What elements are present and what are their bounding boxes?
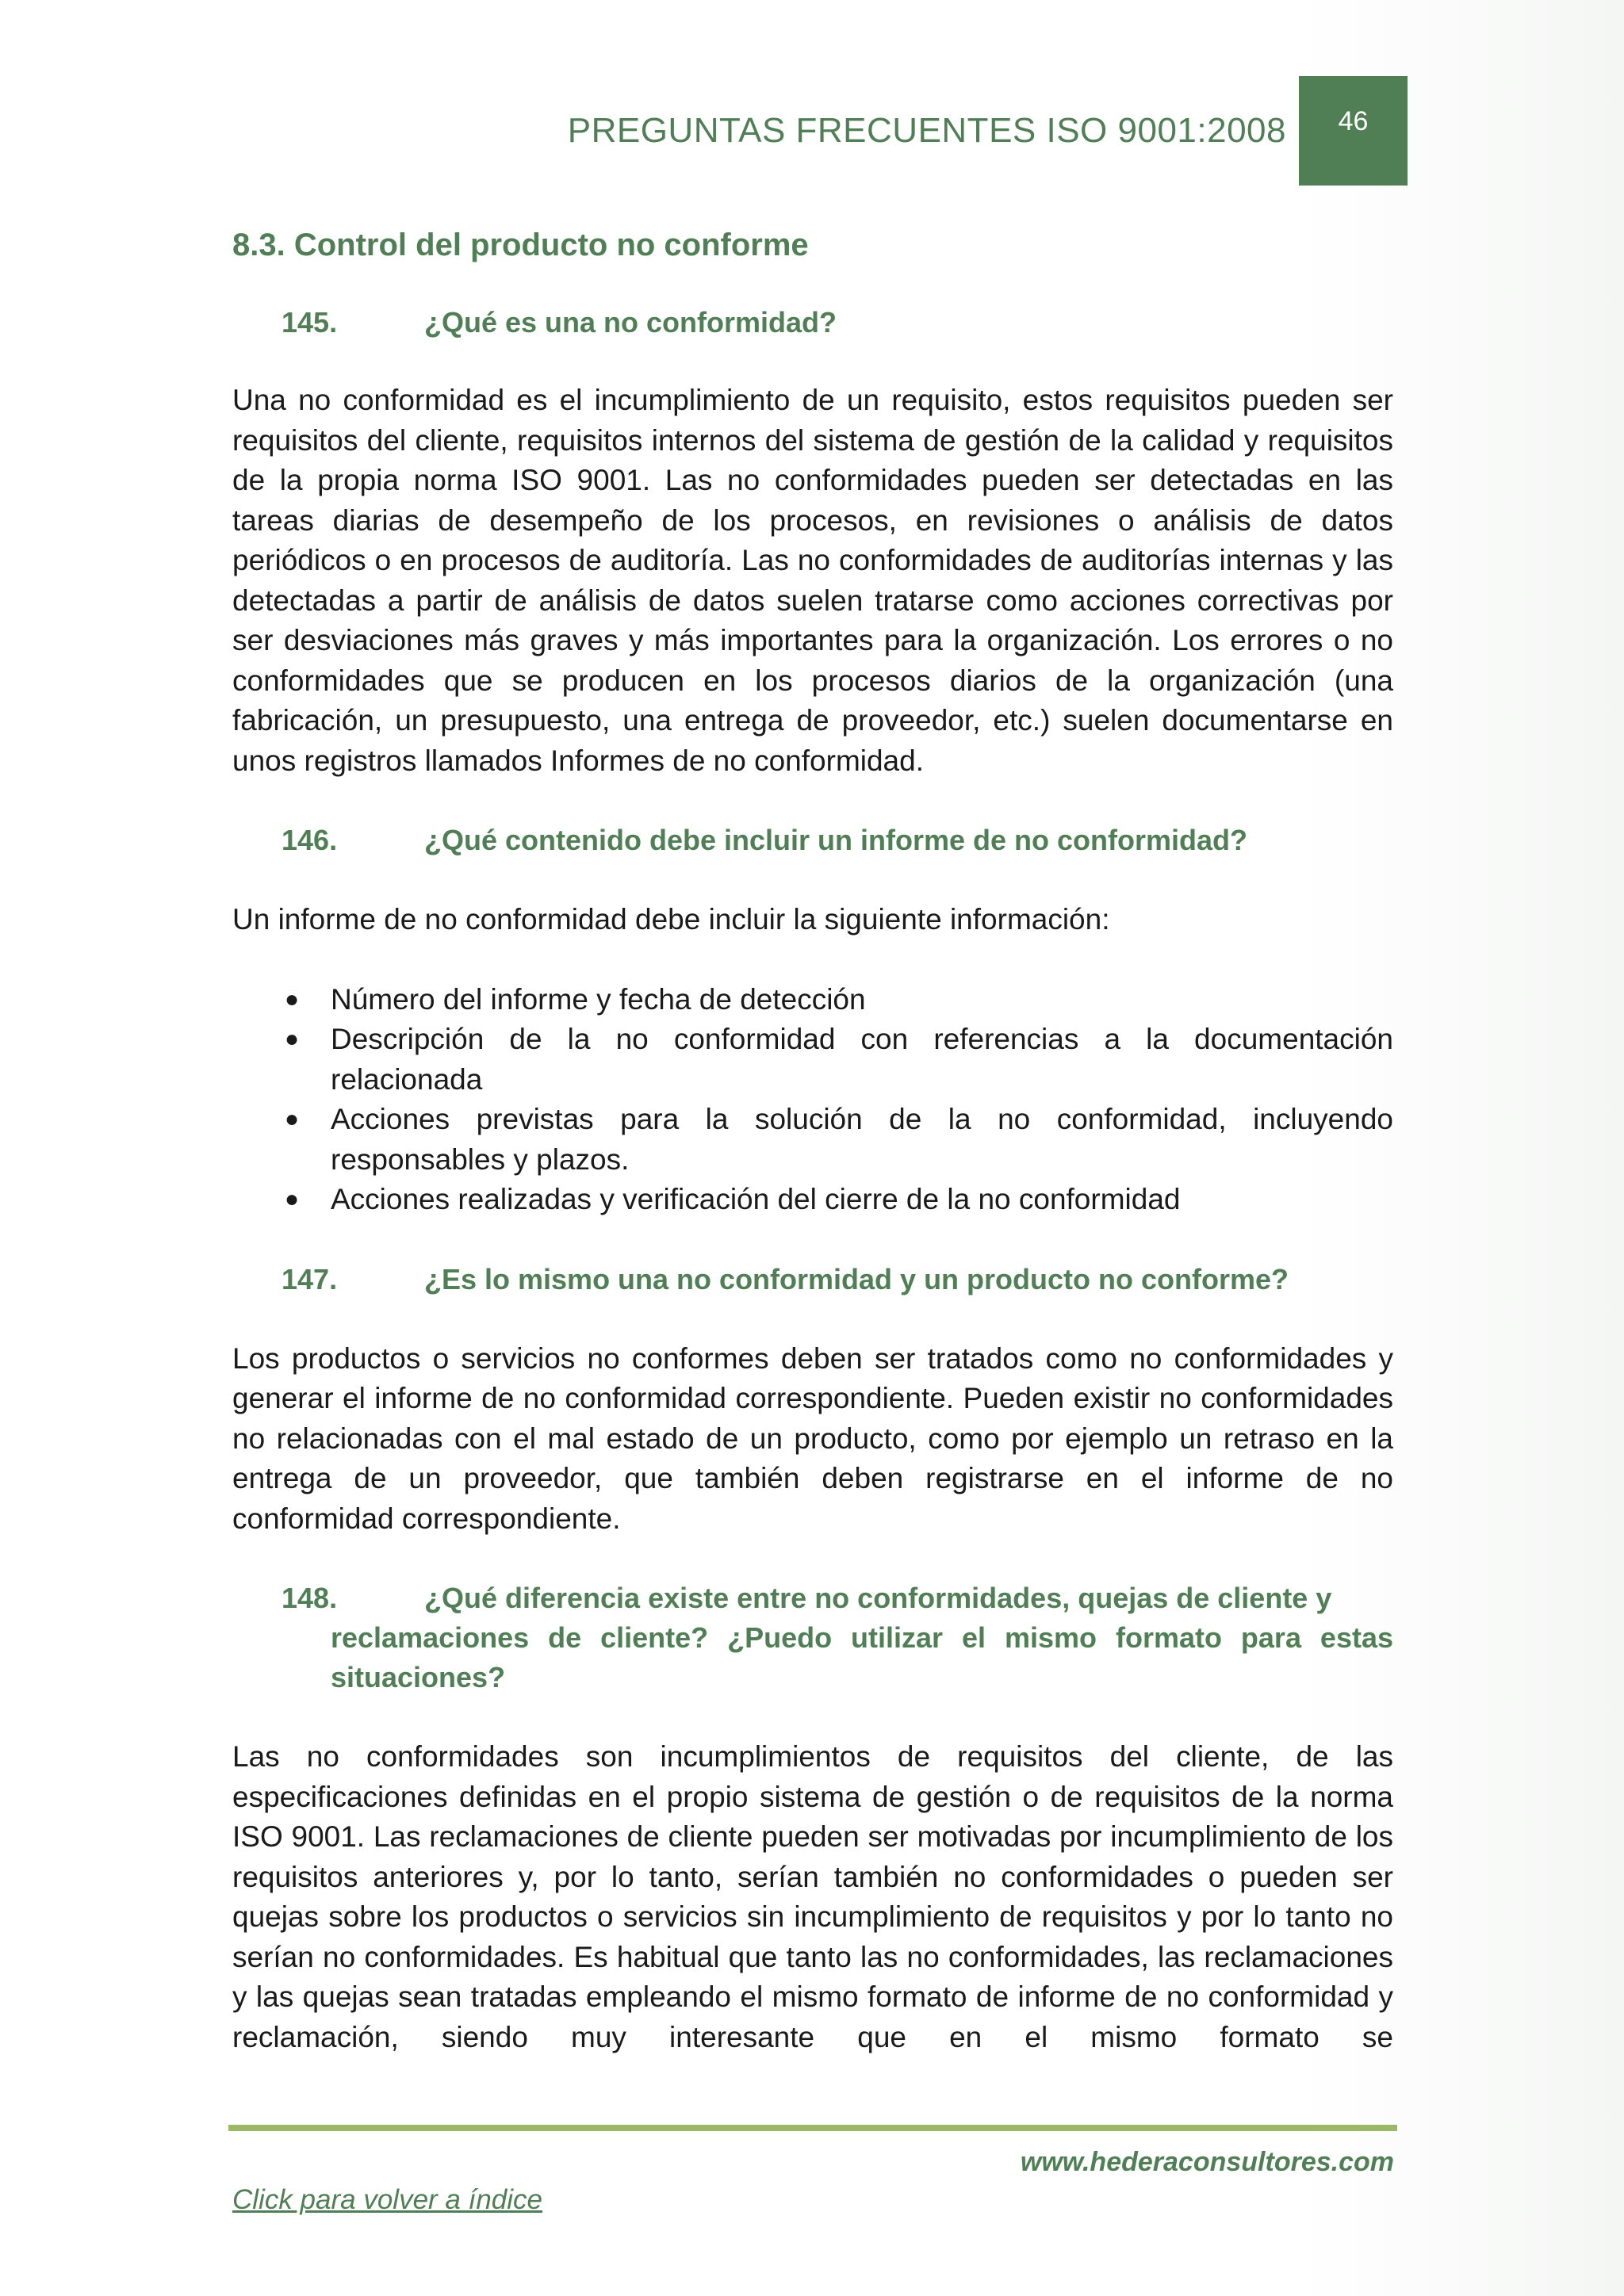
bullet-icon: ●	[285, 1106, 300, 1132]
list-item: ● Número del informe y fecha de detección	[232, 980, 1393, 1020]
page-number-badge	[1299, 76, 1408, 186]
question-number: 145.	[282, 306, 338, 339]
footer-divider	[228, 2125, 1397, 2131]
bullet-icon: ●	[285, 1186, 300, 1212]
answer-147: Los productos o servicios no conformes deben ser tratados como no conformidades y generar el informe de no conformidad correspondiente. Pueden existir no conformidades no relacionadas con el mal estado de un producto, como por ejemplo un retraso en la entrega de un proveedor, que también deben registrarse en el informe de no conformidad correspondiente.	[232, 1341, 1393, 1535]
question-text: ¿Qué es una no conformidad?	[424, 306, 837, 339]
back-to-index-link[interactable]: Click para volver a índice	[232, 2184, 542, 2215]
question-text-continued: reclamaciones de cliente? ¿Puedo utilizar el mismo formato para estas situaciones?	[331, 1621, 1393, 1693]
page-number: 46	[1338, 105, 1369, 136]
list-item: ● Descripción de la no conformidad con referencias a la documentación relacionada	[232, 1020, 1393, 1100]
question-148	[232, 1578, 1393, 1697]
header-title: PREGUNTAS FRECUENTES ISO 9001:2008	[567, 111, 1286, 150]
question-text: ¿Qué contenido debe incluir un informe de no conformidad?	[424, 824, 1248, 856]
list-item: ● Acciones previstas para la solución de la no conformidad, incluyendo responsables y plazos.	[232, 1100, 1393, 1180]
bullet-icon: ●	[285, 1026, 300, 1052]
question-147	[232, 1260, 1393, 1299]
answer-145: Una no conformidad es el incumplimiento de un requisito, estos requisitos pueden ser requisitos del cliente, requisitos internos del sistema de gestión de la calidad y requisitos de la propia norma ISO 9001. Las no conformidades pueden ser detectadas en las tareas diarias de desempeño de los procesos, en revisiones o análisis de datos periódicos o en procesos de auditoría. Las no conformidades de auditorías internas y las detectadas a partir de análisis de datos suelen tratarse como acciones correctivas por ser desviaciones más graves y más importantes para la organización. Los errores o no conformidades que se producen en los procesos diarios de la organización (una fabricación, un presupuesto, una entrega de proveedor, etc.) suelen documentarse en unos registros llamados Informes de no conformidad.	[232, 384, 1393, 777]
question-number: 148.	[282, 1582, 338, 1614]
answer-146-intro: Un informe de no conformidad debe incluir la siguiente información:	[232, 903, 1110, 936]
main-content	[232, 214, 1393, 2057]
question-number: 146.	[282, 824, 338, 856]
list-item: ● Acciones realizadas y verificación del cierre de la no conformidad	[232, 1180, 1393, 1220]
footer-url: www.hederaconsultores.com	[1020, 2147, 1394, 2177]
answer-148: Las no conformidades son incumplimientos de requisitos del cliente, de las especificaciones definidas en el propio sistema de gestión o de requisitos de la norma ISO 9001. Las reclamaciones de cliente pueden ser motivadas por incumplimiento de los requisitos anteriores y, por lo tanto, serían también no conformidades o pueden ser quejas sobre los productos o servicios sin incumplimiento de requisitos y por lo tanto no serían no conformidades. Es habitual que tanto las no conformidades, las reclamaciones y las quejas sean tratadas empleando el mismo formato de informe de no conformidad y reclamación, siendo muy interesante que en el mismo formato se	[232, 1740, 1393, 2053]
question-146	[232, 821, 1393, 860]
bullet-list	[232, 980, 1393, 1220]
question-number: 147.	[282, 1262, 338, 1295]
question-text: ¿Es lo mismo una no conformidad y un producto no conforme?	[424, 1262, 1289, 1295]
bullet-icon: ●	[285, 985, 300, 1012]
question-text-line1: ¿Qué diferencia existe entre no conformidades, quejas de cliente y	[424, 1582, 1332, 1614]
section-title: 8.3. Control del producto no conforme	[232, 228, 809, 262]
question-145	[232, 303, 1393, 342]
